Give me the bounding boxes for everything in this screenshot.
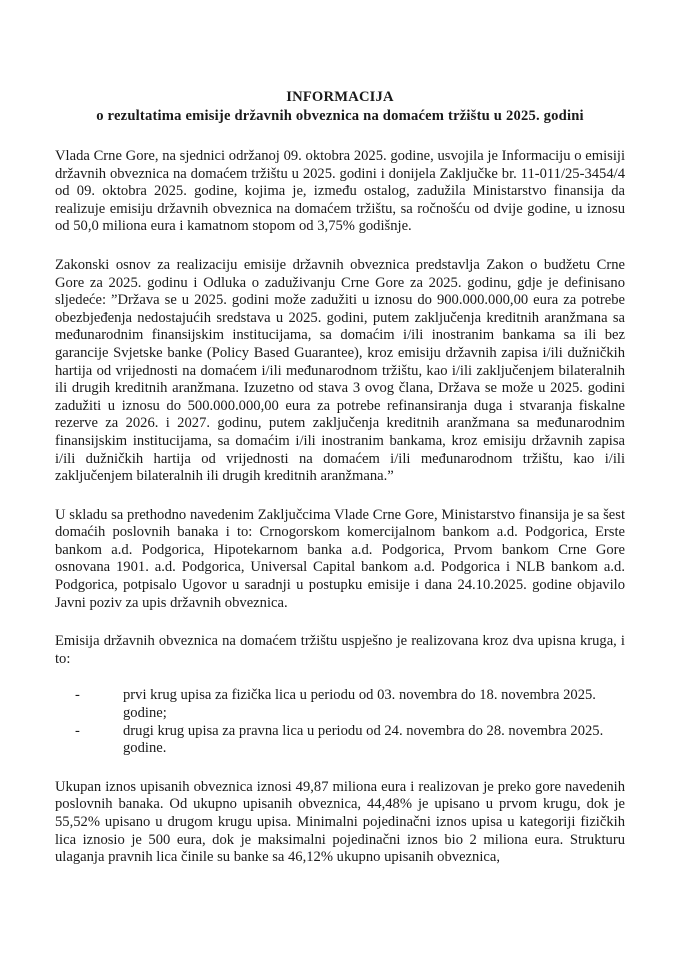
paragraph-banks: U skladu sa prethodno navedenim Zaključcima Vlade Crne Gore, Ministarstvo finansija je sa šest domaćih poslovnih banaka i to: Crnogorskom komercijalnom bankom a.d. Podgorica, Erste bankom a.d. Podgorica, Hipotekarnom banka a.d. Podgorica, Prvom bankom Crne Gore osnovana 1901. a.d. Podgorica, Universal Capital bankom a.d. Podgorica i NLB bankom a.d. Podgorica, potpisalo Ugovor u saradnji u postupku emisije i dana 24.10.2025. godine objavilo Javni poziv za upis državnih obveznica. bbox=[55, 506, 625, 611]
subscription-rounds-list bbox=[55, 687, 625, 757]
bullet-dash-icon: - bbox=[75, 722, 80, 739]
paragraph-legal-basis: Zakonski osnov za realizaciju emisije državnih obveznica predstavlja Zakon o budžetu Crne Gore za 2025. godinu i Odluka o zaduživanju Crne Gore za 2025. godinu, gdje je definisano sljedeće: ”Država se u 2025. godini može zadužiti u iznosu do 900.000.000,00 eura za potrebe obezbjeđenja nedostajućih sredstava u 2025. godini, putem zaključenja kreditnih aranžmana sa međunarodnim finansijskim institucijama, sa domaćim i/ili inostranim bankama sa ili bez garancije Svjetske banke (Policy Based Guarantee), kroz emisiju državnih zapisa i/ili dužničkih hartija od vrijednosti na domaćem i/ili međunarodnom tržištu, kao i/ili zaključenjem bilateralnih ili drugih kreditnih aranžmana. Izuzetno od stava 3 ovog člana, Država se može u 2025. godini zadužiti u iznosu do 500.000.000,00 eura za potrebe refinansiranja duga i stvaranja fiskalne rezerve za 2026. i 2027. godinu, putem zaključenja kreditnih aranžmana sa međunarodnim finansijskim institucijama, sa domaćim i/ili inostranim bankama, kroz emisiju državnih zapisa i/ili dužničkih hartija od vrijednosti na domaćem i/ili međunarodnom tržištu, kao i/ili zaključenjem bilateralnih ili drugih kreditnih aranžmana.” bbox=[55, 256, 625, 485]
list-item-label: drugi krug upisa za pravna lica u periodu od 24. novembra do 28. novembra 2025. godine. bbox=[123, 722, 604, 757]
page-title-line-1: INFORMACIJA bbox=[286, 89, 394, 105]
page-title-line-2: o rezultatima emisije državnih obveznica na domaćem tržištu u 2025. godini bbox=[96, 108, 584, 124]
page-title bbox=[55, 88, 625, 126]
paragraph-rounds-intro: Emisija državnih obveznica na domaćem tržištu uspješno je realizovana kroz dva upisna kruga, i to: bbox=[55, 633, 625, 667]
list-item bbox=[55, 687, 625, 722]
bullet-dash-icon: - bbox=[75, 687, 80, 704]
paragraph-intro: Vlada Crne Gore, na sjednici održanoj 09. oktobra 2025. godine, usvojila je Informaciju o emisiji državnih obveznica na domaćem tržištu u 2025. godini i donijela Zaključke br. 11-011/25-3454/4 od 09. oktobra 2025. godine, kojima je, između ostalog, zadužila Ministarstvo finansija da realizuje emisiju državnih obveznica na domaćem tržištu, sa ročnošću od dvije godine, u iznosu od 50,0 miliona eura i kamatnom stopom od 3,75% godišnje. bbox=[55, 148, 625, 235]
list-item-label: prvi krug upisa za fizička lica u periodu od 03. novembra do 18. novembra 2025. godine; bbox=[123, 687, 596, 722]
paragraph-results: Ukupan iznos upisanih obveznica iznosi 49,87 miliona eura i realizovan je preko gore navedenih poslovnih banaka. Od ukupno upisanih obveznica, 44,48% je upisano u prvom krugu, dok je 55,52% upisano u drugom krugu upisa. Minimalni pojedinačni iznos upisa u kategoriji fizičkih lica iznosio je 500 eura, dok je maksimalni pojedinačni iznos bio 2 miliona eura. Strukturu ulaganja pravnih lica činile su banke sa 46,12% ukupno upisanih obveznica, bbox=[55, 778, 625, 866]
list-item bbox=[55, 723, 625, 758]
